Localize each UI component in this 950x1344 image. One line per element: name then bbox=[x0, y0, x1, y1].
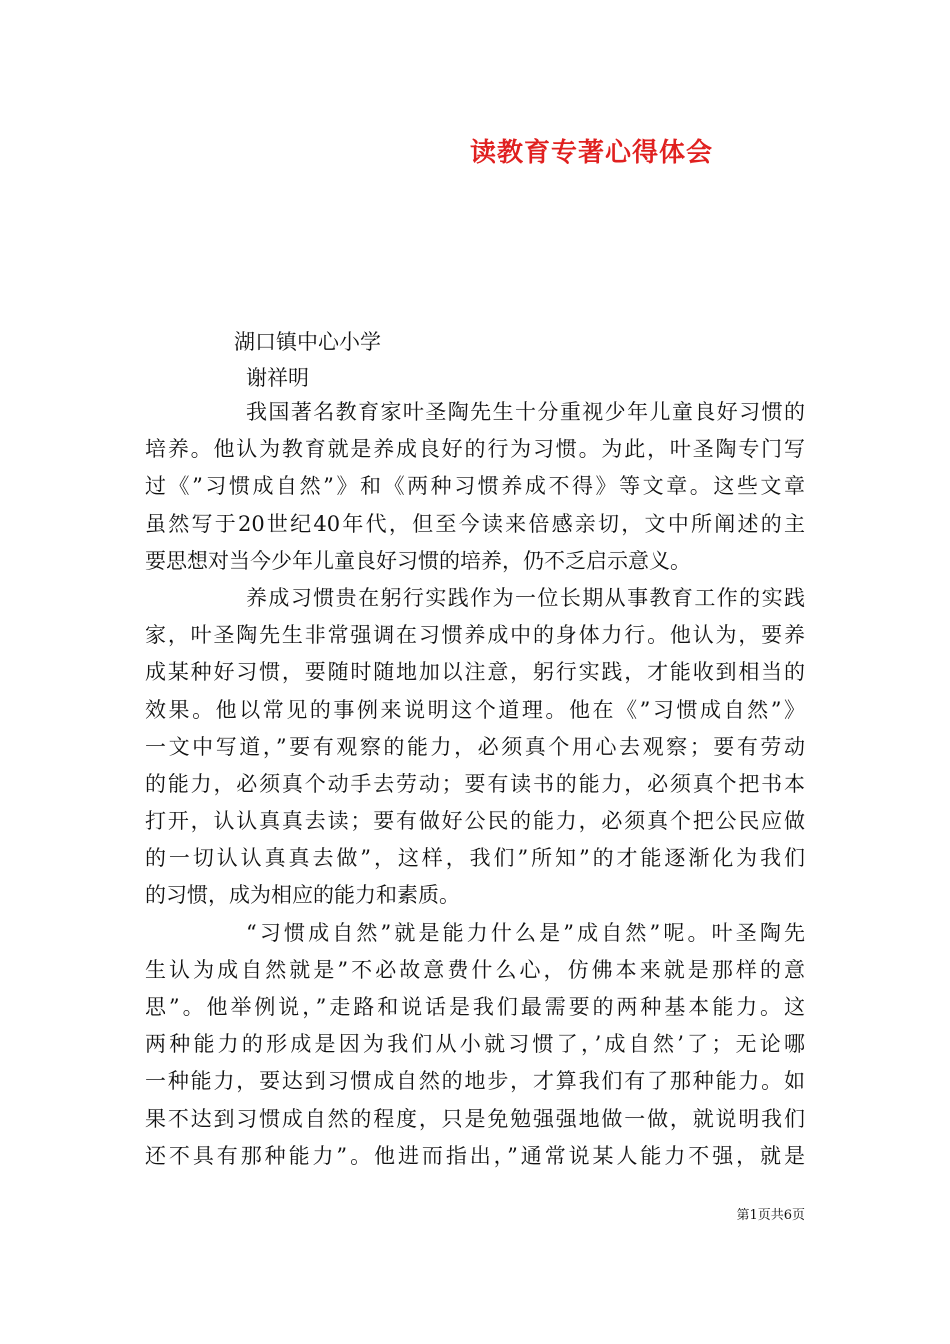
paragraph-line: 一文中写道，”要有观察的能力，必须真个用心去观察；要有劳动 bbox=[145, 734, 805, 759]
paragraph-line: 效果。他以常见的事例来说明这个道理。他在《”习惯成自然”》 bbox=[145, 697, 805, 722]
paragraph-line: 打开，认认真真去读；要有做好公民的能力，必须真个把公民应做 bbox=[145, 809, 805, 834]
paragraph-line: 思”。他举例说，”走路和说话是我们最需要的两种基本能力。这 bbox=[145, 995, 805, 1019]
document-title: 读教育专著心得体会 bbox=[470, 138, 714, 168]
paragraph-line: 生认为成自然就是”不必故意费什么心，仿佛本来就是那样的意 bbox=[145, 957, 805, 982]
paragraph-line: 家，叶圣陶先生非常强调在习惯养成中的身体力行。他认为，要养 bbox=[145, 623, 805, 648]
paragraph-line: “习惯成自然”就是能力什么是”成自然”呢。叶圣陶先 bbox=[246, 920, 805, 945]
page-number: 第1页共6页 bbox=[736, 1208, 805, 1223]
paragraph-line: 两种能力的形成是因为我们从小就习惯了，’成自然’了；无论哪 bbox=[145, 1032, 805, 1057]
paragraph-line: 的一切认认真真去做”，这样，我们”所知”的才能逐渐化为我们 bbox=[145, 846, 805, 871]
paragraph-line: 还不具有那种能力”。他进而指出，”通常说某人能力不强，就是 bbox=[145, 1143, 805, 1168]
paragraph-line: 一种能力，要达到习惯成自然的地步，才算我们有了那种能力。如 bbox=[145, 1069, 805, 1094]
paragraph-line: 过《”习惯成自然”》和《两种习惯养成不得》等文章。这些文章 bbox=[145, 474, 805, 499]
author-school: 湖口镇中心小学 bbox=[234, 330, 381, 354]
paragraph-line: 的能力，必须真个动手去劳动；要有读书的能力，必须真个把书本 bbox=[145, 771, 805, 796]
author-name: 谢祥明 bbox=[246, 366, 309, 390]
paragraph-line: 要思想对当今少年儿童良好习惯的培养，仍不乏启示意义。 bbox=[145, 548, 691, 573]
paragraph-line: 虽然写于20世纪40年代，但至今读来倍感亲切，文中所阐述的主 bbox=[145, 511, 805, 536]
paragraph-line: 养成习惯贵在躬行实践作为一位长期从事教育工作的实践 bbox=[246, 585, 805, 610]
paragraph-line: 我国著名教育家叶圣陶先生十分重视少年儿童良好习惯的 bbox=[246, 400, 805, 424]
document-body bbox=[145, 394, 805, 1175]
paragraph-line: 培养。他认为教育就是养成良好的行为习惯。为此，叶圣陶专门写 bbox=[145, 437, 805, 462]
paragraph-line: 成某种好习惯，要随时随地加以注意，躬行实践，才能收到相当的 bbox=[145, 660, 805, 685]
paragraph-line: 的习惯，成为相应的能力和素质。 bbox=[145, 883, 460, 908]
paragraph-line: 果不达到习惯成自然的程度，只是免勉强强地做一做，就说明我们 bbox=[145, 1106, 805, 1131]
